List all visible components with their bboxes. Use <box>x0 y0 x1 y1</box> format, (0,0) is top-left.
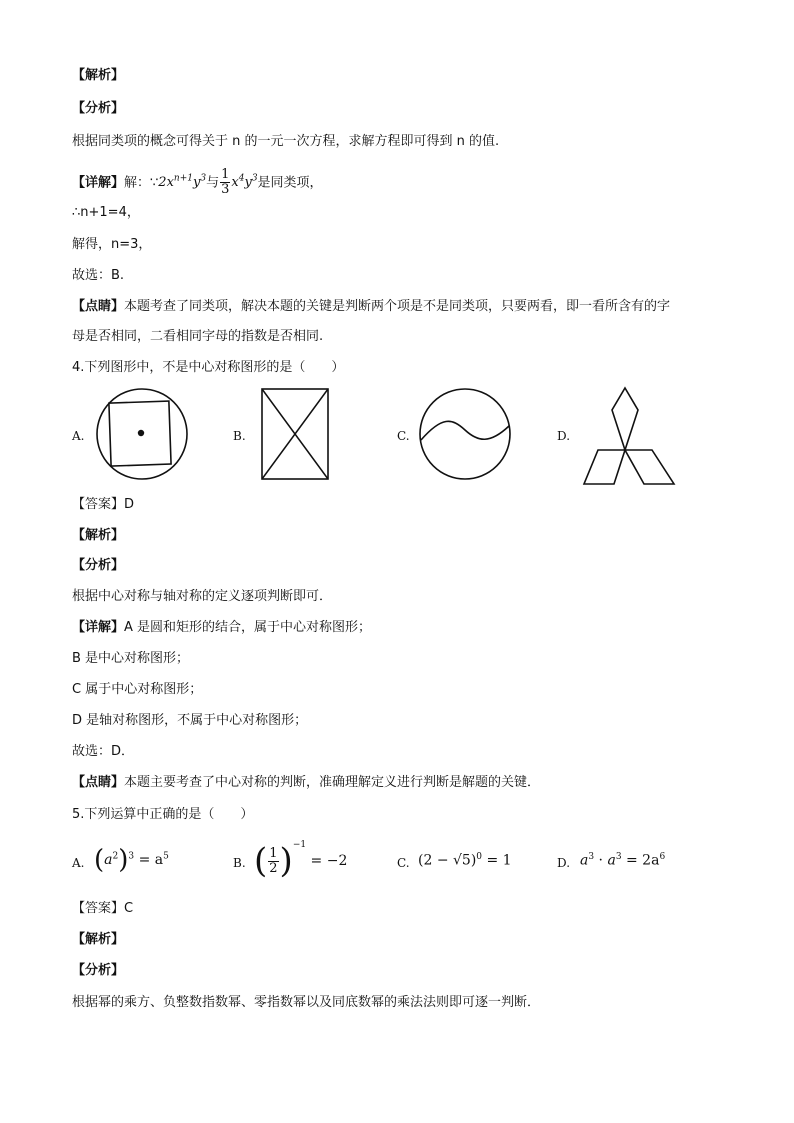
xiangjie-label: 【详解】 <box>72 175 125 191</box>
q4-fenxi-text: 根据中心对称与轴对称的定义逐项判断即可． <box>72 589 333 604</box>
xiangjie-yu: 与 <box>206 175 220 191</box>
xiangjie-suffix: 是同类项， <box>257 175 323 191</box>
xiangjie-line <box>72 164 323 198</box>
fenxi-heading: 【分析】 <box>72 101 125 116</box>
q4-line-d: D 是轴对称图形，不属于中心对称图形； <box>72 713 308 728</box>
q5-option-c-expr: $(2 - √5)^0 = 1$ <box>418 852 512 869</box>
dianjing-line-1: 【点睛】本题考查了同类项，解决本题的关键是判断两个项是不是同类项，只要两看，即一看所含有的字 <box>72 299 671 314</box>
q5-fenxi-text: 根据幂的乘方、负整数指数幂、零指数幂以及同底数幂的乘法法则即可逐一判断． <box>72 995 541 1010</box>
q5-option-b-label: B. <box>233 856 246 870</box>
choose-line: 故选：B. <box>72 268 125 283</box>
q5-option-c-label: C. <box>397 856 410 870</box>
fenxi-text: 根据同类项的概念可得关于 n 的一元一次方程，求解方程即可得到 n 的值. <box>72 134 500 149</box>
question-4: 4.下列图形中，不是中心对称图形的是（ ） <box>72 360 345 375</box>
q4-choose: 故选：D． <box>72 744 135 759</box>
q4-option-d-label: D. <box>557 429 571 443</box>
q4-figure-d-three-rhombus <box>578 384 680 488</box>
xiangjie-prefix: 解：∵ <box>124 175 159 191</box>
q5-answer: 【答案】C <box>72 901 134 916</box>
q4-line-c: C 属于中心对称图形； <box>72 682 203 697</box>
term-2: $x^4y^3$ <box>231 174 258 191</box>
q4-figure-c-circle-wave <box>418 386 512 482</box>
step-1: ∴n+1=4， <box>72 205 140 220</box>
q5-option-a-label: A. <box>72 856 85 870</box>
dianjing-line-2: 母是否相同，二看相同字母的指数是否相同. <box>72 329 324 344</box>
q5-jiexi-heading: 【解析】 <box>72 932 125 947</box>
q5-option-d-label: D. <box>557 856 571 870</box>
question-5: 5.下列运算中正确的是（ ） <box>72 807 254 822</box>
q5-option-d-expr: $a^3 \cdot a^3 = 2a^6$ <box>580 852 666 869</box>
fraction-one-third: $\frac{1}{3}$ <box>221 167 230 198</box>
q4-figure-b-rectangle-x <box>258 386 332 482</box>
jiexi-heading: 【解析】 <box>72 68 125 83</box>
q4-option-a-label: A. <box>72 429 85 443</box>
q5-option-b-expr: ( $\frac{1}{2}$ )$^{-1}$ = −2 <box>254 840 348 881</box>
q4-option-c-label: C. <box>397 429 410 443</box>
term-1: $2x^{n+1}y^3$ <box>158 174 207 191</box>
q4-answer: 【答案】D <box>72 497 135 512</box>
q4-figure-a-circle-square <box>94 386 190 482</box>
q5-fenxi-heading: 【分析】 <box>72 963 125 978</box>
q4-xiangjie-line: 【详解】A 是圆和矩形的结合，属于中心对称图形； <box>72 620 372 635</box>
q4-line-b: B 是中心对称图形； <box>72 651 190 666</box>
q4-option-b-label: B. <box>233 429 246 443</box>
q4-fenxi-heading: 【分析】 <box>72 558 125 573</box>
q4-dianjing: 【点睛】本题主要考查了中心对称的判断，准确理解定义进行判断是解题的关键． <box>72 775 541 790</box>
q5-option-a-expr: $(a^2)^3 = a^5$ <box>94 845 169 875</box>
step-2: 解得，n=3， <box>72 237 152 252</box>
q4-jiexi-heading: 【解析】 <box>72 528 125 543</box>
